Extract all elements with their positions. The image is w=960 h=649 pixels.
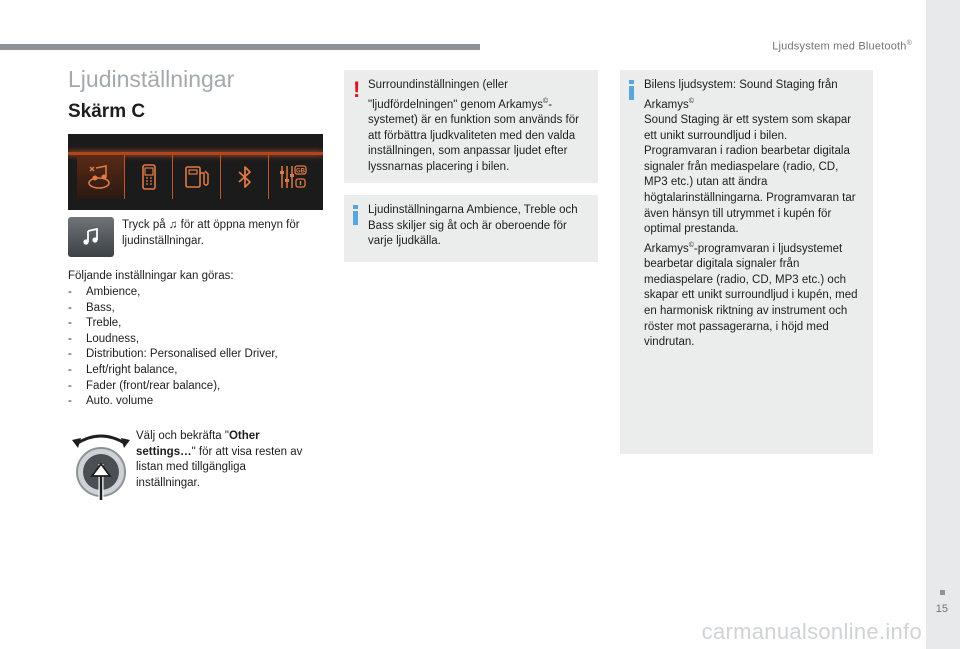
music-settings-icon[interactable] <box>77 155 125 199</box>
settings-language-icon[interactable] <box>269 155 317 199</box>
list-item: - Bass, <box>68 301 115 314</box>
settings-intro: Följande inställningar kan göras: <box>68 270 234 282</box>
list-item: - Distribution: Personalised eller Driver, <box>68 348 278 361</box>
language-badge: GB <box>296 168 305 175</box>
settings-list <box>68 285 338 410</box>
info-box-ambience: Ljudinställningarna Ambience, Treble och Bass skiljer sig åt och är oberoende för varje ljudkälla. <box>344 195 598 262</box>
audio-settings-button[interactable] <box>68 217 114 257</box>
watermark: carmanualsonline.info <box>701 619 922 644</box>
page-marker <box>940 590 945 595</box>
music-note-icon <box>81 227 101 247</box>
open-menu-instruction: Tryck på ♫ för att öppna menyn för ljudinställningar. <box>122 219 300 247</box>
section-title: Ljudsystem med Bluetooth® <box>772 40 912 53</box>
warning-icon: ! <box>353 77 361 102</box>
page-edge-strip <box>926 0 960 649</box>
info-box-sound-staging: Bilens ljudsystem: Sound Staging från Arkamys© Sound Staging är ett system som skapar ett unikt surroundljud i bilen. Programvaran i radion bearbetar digitala signaler från mediaspelare (radio, CD, MP3 etc.) utan att ändra högtalarinställningarna. Programvaran tar även hänsyn till utrymmet i kupén för optimal prestanda. Arkamys©-programvaran i ljudsystemet bearbetar digitala signaler från mediaspelare (radio, CD, MP3 etc.) och skapar ett unikt surroundljud i kupén, med en harmonisk riktning av instrument och röster mot passagerarna, i höjd med vindrutan. <box>620 70 873 454</box>
rotary-knob[interactable] <box>70 430 132 502</box>
bluetooth-icon[interactable] <box>221 155 269 199</box>
phone-icon[interactable] <box>125 155 173 199</box>
top-rule <box>0 44 480 50</box>
list-item: - Auto. volume <box>68 395 154 408</box>
page-heading: Ljudinställningar <box>68 66 235 92</box>
list-item: - Fader (front/rear balance), <box>68 379 221 392</box>
info-icon <box>353 205 359 225</box>
display-screen-c <box>68 134 323 210</box>
page-number: 15 <box>935 603 948 615</box>
other-settings-instruction: Välj och bekräfta "Other settings…" för att visa resten av listan med tillgängliga inställningar. <box>136 430 303 489</box>
list-item: - Left/right balance, <box>68 363 178 376</box>
fuel-trip-icon[interactable] <box>173 155 221 199</box>
page-subheading: Skärm C <box>68 101 146 122</box>
other-settings-label: Other settings… <box>136 430 260 458</box>
list-item: - Treble, <box>68 317 122 330</box>
list-item: - Loudness, <box>68 332 140 345</box>
info-icon <box>629 80 635 100</box>
list-item: - Ambience, <box>68 286 141 298</box>
warning-box: ! Surroundinställningen (eller "ljudfördelningen" genom Arkamys©-systemet) är en funktion som används för att förbättra ljudkvaliteten med den valda inställningen, som anpassar ljudet efter lyssnarnas placering i bilen. <box>344 70 598 183</box>
